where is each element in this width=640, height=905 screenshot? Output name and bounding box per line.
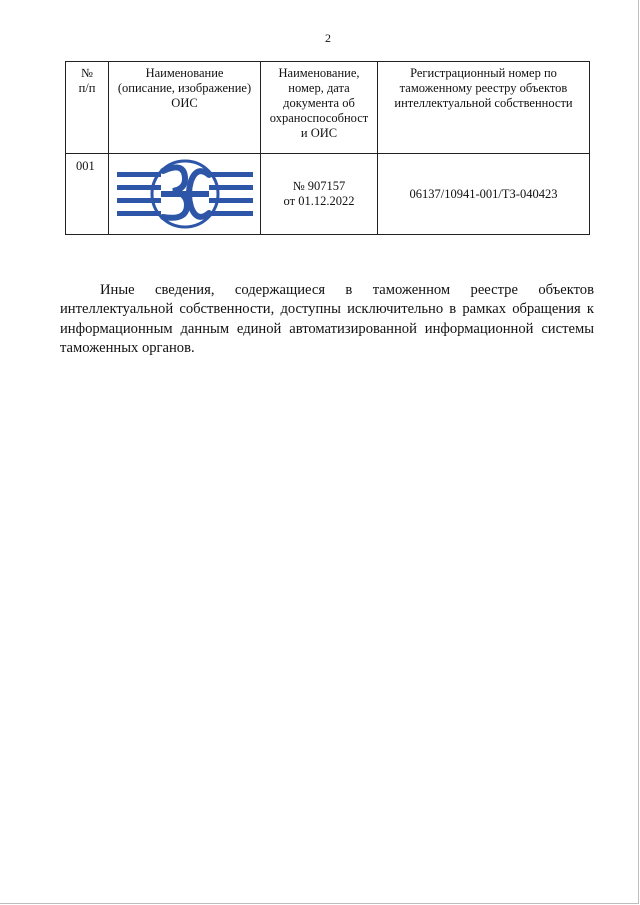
row-number: 001 bbox=[66, 154, 109, 235]
header-document: Наименование, номер, дата документа об охраноспособност и ОИС bbox=[261, 62, 378, 154]
table-header-row bbox=[66, 62, 590, 154]
reg-number-cell: 06137/10941-001/ТЗ-040423 bbox=[378, 154, 590, 235]
document-cell: № 907157 от 01.12.2022 bbox=[261, 154, 378, 235]
vs-emblem-icon bbox=[115, 159, 255, 229]
page-number: 2 bbox=[325, 31, 331, 45]
header-reg-number: Регистрационный номер по таможенному реестру объектов интеллектуальной собственности bbox=[378, 62, 590, 154]
trademark-image-cell bbox=[109, 154, 261, 235]
info-paragraph: Иные сведения, содержащиеся в таможенном реестре объектов интеллектуальной собственности, доступны исключительно в рамках обращения к информационным данным единой автоматизированной информационной системы таможенных органов. bbox=[60, 281, 594, 357]
header-number: № п/п bbox=[66, 62, 109, 154]
table-row bbox=[66, 154, 590, 235]
ip-register-table bbox=[65, 61, 590, 235]
header-name: Наименование (описание, изображение) ОИС bbox=[109, 62, 261, 154]
